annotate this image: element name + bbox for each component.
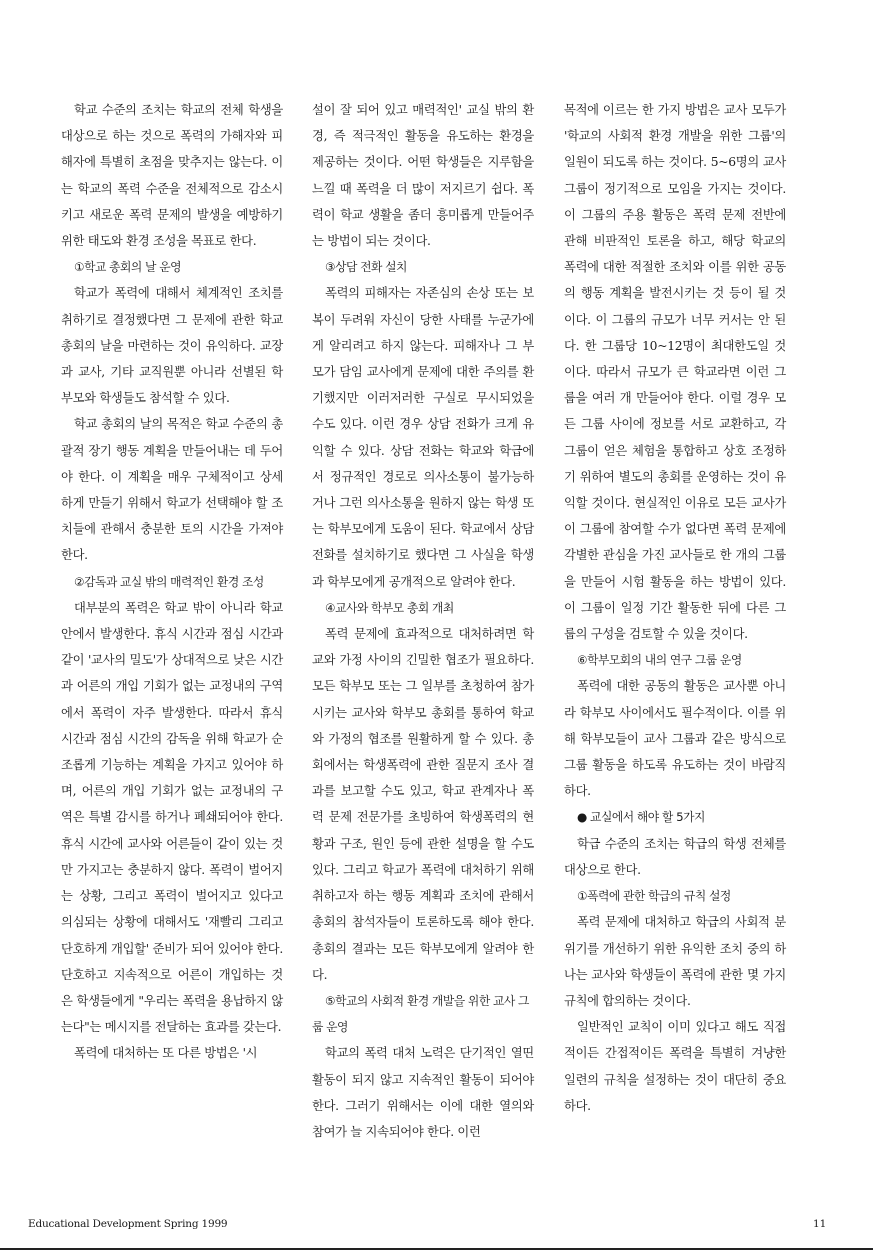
paragraph: 학교 총회의 날의 목적은 학교 수준의 총괄적 장기 행동 계획을 만들어내는 데 두어야 한다. 이 계획을 매우 구체적이고 상세하게 만들기 위해서 학교가 선택해야 할 조치들에 관해서 충분한 토의 시간을 가져야 한다. [61,417,283,563]
footer-publication: Educational Development Spring 1999 [28,1218,228,1230]
paragraph: 대부분의 폭력은 학교 밖이 아니라 학교 안에서 발생한다. 휴식 시간과 점심 시간과 같이 '교사의 밀도'가 상대적으로 낮은 시간과 어른의 개입 기회가 없는 교정내의 구역에서 폭력이 자주 발생한다. 따라서 휴식 시간과 점심 시간의 감독을 위해 학교가 순조롭게 기능하는 계획을 가지고 있어야 하며, 어른의 개입 기회가 없는 교정내의 구역은 특별 감시를 하거나 폐쇄되어야 한다. 휴식 시간에 교사와 어른들이 같이 있는 것만 가지고는 충분하지 않다. 폭력이 벌어지는 상황, 그리고 폭력이 벌어지고 있다고 의심되는 상황에 대해서도 '재빨리 그리고 단호하게 개입할' 준비가 되어 있어야 한다. 단호하고 지속적으로 어른이 개입하는 것은 학생들에게 "우리는 폭력을 용납하지 않는다"는 메시지를 전달하는 효과를 갖는다. [61,600,283,1035]
paragraph: 폭력에 대처하는 또 다른 방법은 '시 [74,1046,258,1061]
bottom-rule [0,1248,873,1250]
column-1 [61,97,283,1067]
paragraph: 학교의 폭력 대처 노력은 단기적인 열띤 활동이 되지 않고 지속적인 활동이 되어야 한다. 그러기 위해서는 이에 대한 열의와 참여가 늘 지속되어야 한다. 이런 [312,1046,534,1139]
section-heading: ④교사와 학부모 총회 개최 [325,600,454,615]
paragraph: 목적에 이르는 한 가지 방법은 교사 모두가 '학교의 사회적 환경 개발을 위한 그룹'의 일원이 되도록 하는 것이다. 5~6명의 교사 그룹이 정기적으로 모임을 가지는 것이다. 이 그룹의 주용 활동은 폭력 문제 전반에 관해 비판적인 토론을 하고, 해당 학교의 폭력에 대한 적절한 조치와 이를 위한 공동의 행동 계획을 발전시키는 것 등이 될 것이다. 이 그룹의 규모가 너무 커서는 안 된다. 한 그룹당 10~12명이 최대한도일 것이다. 따라서 규모가 큰 학교라면 이런 그룹을 여러 개 만들어야 한다. 이럴 경우 모든 그룹 사이에 정보를 서로 교환하고, 각 그룹이 얻은 체험을 통합하고 상호 조정하기 위하여 별도의 총회를 운영하는 것이 유익할 것이다. 현실적인 이유로 모든 교사가 이 그룹에 참여할 수가 없다면 폭력 문제에 각별한 관심을 가진 교사들로 한 개의 그룹을 만들어 시험 활동을 하는 방법이 있다. 이 그룹이 일정 기간 활동한 뒤에 다른 그룹의 구성을 검토할 수 있을 것이다. [564,103,786,642]
footer-page-number: 11 [813,1218,827,1230]
paragraph: 폭력에 대한 공동의 활동은 교사뿐 아니라 학부모 사이에서도 필수적이다. 이를 위해 학부모들이 교사 그룹과 같은 방식으로 그룹 활동을 하도록 유도하는 것이 바람직하다. [564,679,786,799]
section-heading: ②감독과 교실 밖의 매력적인 환경 조성 [74,574,264,589]
section-heading: ⑥학부모회의 내의 연구 그룹 운영 [577,653,742,668]
section-heading: ①폭력에 관한 학급의 규칙 설정 [577,889,731,904]
paragraph: 학교가 폭력에 대해서 체계적인 조치를 취하기로 결정했다면 그 문제에 관한 학교 총회의 날을 마련하는 것이 유익하다. 교장과 교사, 기타 교직원뿐 아니라 선별된 학부모와 학생들도 참석할 수 있다. [61,286,283,406]
section-heading: ● 교실에서 해야 할 5가지 [577,810,705,825]
paragraph: 학급 수준의 조치는 학급의 학생 전체를 대상으로 한다. [564,836,786,877]
paragraph: 폭력 문제에 대처하고 학급의 사회적 분위기를 개선하기 위한 유익한 조치 중의 하나는 교사와 학생들이 폭력에 관한 몇 가지 규칙에 합의하는 것이다. [564,915,786,1008]
paragraph: 일반적인 교칙이 이미 있다고 해도 직접적이든 간접적이든 폭력을 특별히 겨냥한 일련의 규칙을 설정하는 것이 대단히 중요하다. [564,1020,786,1113]
column-3 [564,97,786,1119]
section-heading: ⑤학교의 사회적 환경 개발을 위한 교사 그룹 운영 [312,993,529,1035]
column-2 [312,97,534,1145]
paragraph: 폭력의 피해자는 자존심의 손상 또는 보복이 두려워 자신이 당한 사태를 누군가에게 알리려고 하지 않는다. 피해자나 그 부모가 담임 교사에게 문제에 대한 주의를 환기했지만 이러저러한 구실로 무시되었을 수도 있다. 이런 경우 상담 전화가 크게 유익할 수 있다. 상담 전화는 학교와 학급에서 정규적인 경로로 의사소통이 불가능하거나 그런 의사소통을 원하지 않는 학생 또는 학부모에게 도움이 된다. 학교에서 상담 전화를 설치하기로 했다면 그 사실을 학생과 학부모에게 공개적으로 알려야 한다. [312,286,534,589]
section-heading: ①학교 총회의 날 운영 [74,260,181,275]
paragraph: 설이 잘 되어 있고 매력적인' 교실 밖의 환경, 즉 적극적인 활동을 유도하는 환경을 제공하는 것이다. 어떤 학생들은 지루함을 느낄 때 폭력을 더 많이 저지르기 쉽다. 폭력이 학교 생활을 좀더 흥미롭게 만들어주는 방법이 되는 것이다. [312,103,534,249]
paragraph: 폭력 문제에 효과적으로 대처하려면 학교와 가정 사이의 긴밀한 협조가 필요하다. 모든 학부모 또는 그 일부를 초청하여 참가시키는 교사와 학부모 총회를 통하여 학교와 가정의 협조를 원활하게 할 수 있다. 총회에서는 학생폭력에 관한 질문지 조사 결과를 보고할 수도 있고, 학교 관계자나 폭력 문제 전문가를 초빙하여 학생폭력의 현황과 구조, 원인 등에 관한 설명을 할 수도 있다. 그리고 학교가 폭력에 대처하기 위해 취하고자 하는 행동 계획과 조치에 관해서 총회의 참석자들이 토론하도록 해야 한다. 총회의 결과는 모든 학부모에게 알려야 한다. [312,627,534,982]
section-heading: ③상담 전화 설치 [325,260,407,275]
paragraph: 학교 수준의 조치는 학교의 전체 학생을 대상으로 하는 것으로 폭력의 가해자와 피해자에 특별히 초점을 맞추지는 않는다. 이는 학교의 폭력 수준을 전체적으로 감소시키고 새로운 폭력 문제의 발생을 예방하기 위한 태도와 환경 조성을 목표로 한다. [61,103,283,249]
